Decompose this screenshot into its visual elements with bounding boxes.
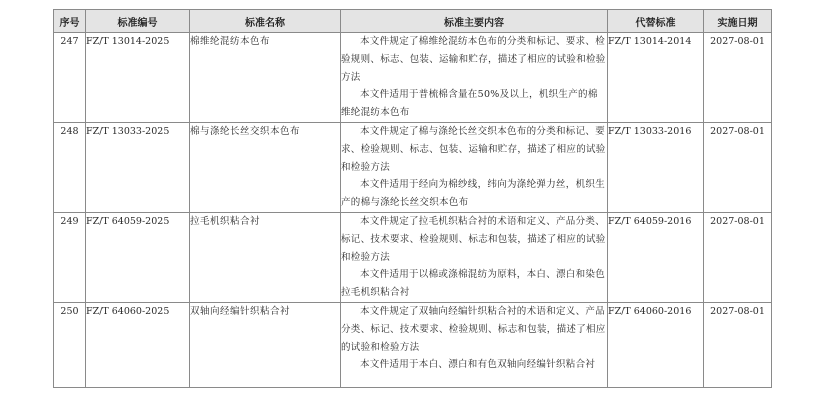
cell-effective-date: 2027-08-01 <box>704 302 772 387</box>
cell-standard-code: FZ/T 13014-2025 <box>86 33 190 123</box>
cell-standard-name: 棉与涤纶长丝交织本色布 <box>190 122 341 212</box>
cell-serial-number: 249 <box>54 212 86 302</box>
cell-main-content <box>341 33 608 123</box>
cell-replaced-standard: FZ/T 13033-2016 <box>608 122 704 212</box>
cell-effective-date: 2027-08-01 <box>704 122 772 212</box>
content-applicability-paragraph: 本文件适用于本白、漂白和有色双轴向经编针织粘合衬 <box>360 359 596 371</box>
header-standard-code: 标准编号 <box>86 10 190 33</box>
cell-standard-code: FZ/T 64059-2025 <box>86 212 190 302</box>
cell-standard-code: FZ/T 64060-2025 <box>86 302 190 387</box>
cell-main-content <box>341 122 608 212</box>
cell-main-content <box>341 302 608 387</box>
table-row <box>54 122 772 212</box>
cell-effective-date: 2027-08-01 <box>704 33 772 123</box>
content-scope-paragraph: 本文件规定了棉与涤纶长丝交织本色布的分类和标记、要求、检验规则、标志、包装、运输和贮存，描述了相应的试验和检验方法 <box>341 125 606 173</box>
header-effective-date: 实施日期 <box>704 10 772 33</box>
cell-replaced-standard: FZ/T 64060-2016 <box>608 302 704 387</box>
standards-table <box>53 9 772 388</box>
content-scope-paragraph: 本文件规定了双轴向经编针织粘合衬的术语和定义、产品分类、标记、技术要求、检验规则、标志和包装，描述了相应的试验和检验方法 <box>341 305 606 353</box>
header-serial-number: 序号 <box>54 10 86 33</box>
cell-standard-name: 双轴向经编针织粘合衬 <box>190 302 341 387</box>
table-row <box>54 302 772 387</box>
content-scope-paragraph: 本文件规定了棉维纶混纺本色布的分类和标记、要求、检验规则、标志、包装、运输和贮存，描述了相应的试验和检验方法 <box>341 36 606 83</box>
table-row <box>54 212 772 302</box>
content-applicability-paragraph: 本文件适用于普梳棉含量在50%及以上，机织生产的棉维纶混纺本色布 <box>341 89 598 119</box>
cell-replaced-standard: FZ/T 13014-2014 <box>608 33 704 123</box>
cell-standard-name: 棉维纶混纺本色布 <box>190 33 341 123</box>
content-applicability-paragraph: 本文件适用于经向为棉纱线，纬向为涤纶弹力丝，机织生产的棉与涤纶长丝交织本色布 <box>341 179 606 209</box>
table-header-row <box>54 10 772 33</box>
cell-serial-number: 248 <box>54 122 86 212</box>
cell-serial-number: 250 <box>54 302 86 387</box>
cell-standard-code: FZ/T 13033-2025 <box>86 122 190 212</box>
cell-main-content <box>341 212 608 302</box>
cell-standard-name: 拉毛机织粘合衬 <box>190 212 341 302</box>
cell-effective-date: 2027-08-01 <box>704 212 772 302</box>
content-scope-paragraph: 本文件规定了拉毛机织粘合衬的术语和定义、产品分类、标记、技术要求、检验规则、标志和包装，描述了相应的试验和检验方法 <box>341 215 606 263</box>
content-applicability-paragraph: 本文件适用于以棉或涤棉混纺为原料，本白、漂白和染色拉毛机织粘合衬 <box>341 269 606 299</box>
header-replaced-standard: 代替标准 <box>608 10 704 33</box>
table-row <box>54 33 772 123</box>
cell-serial-number: 247 <box>54 33 86 123</box>
cell-replaced-standard: FZ/T 64059-2016 <box>608 212 704 302</box>
header-standard-name: 标准名称 <box>190 10 341 33</box>
header-main-content: 标准主要内容 <box>341 10 608 33</box>
